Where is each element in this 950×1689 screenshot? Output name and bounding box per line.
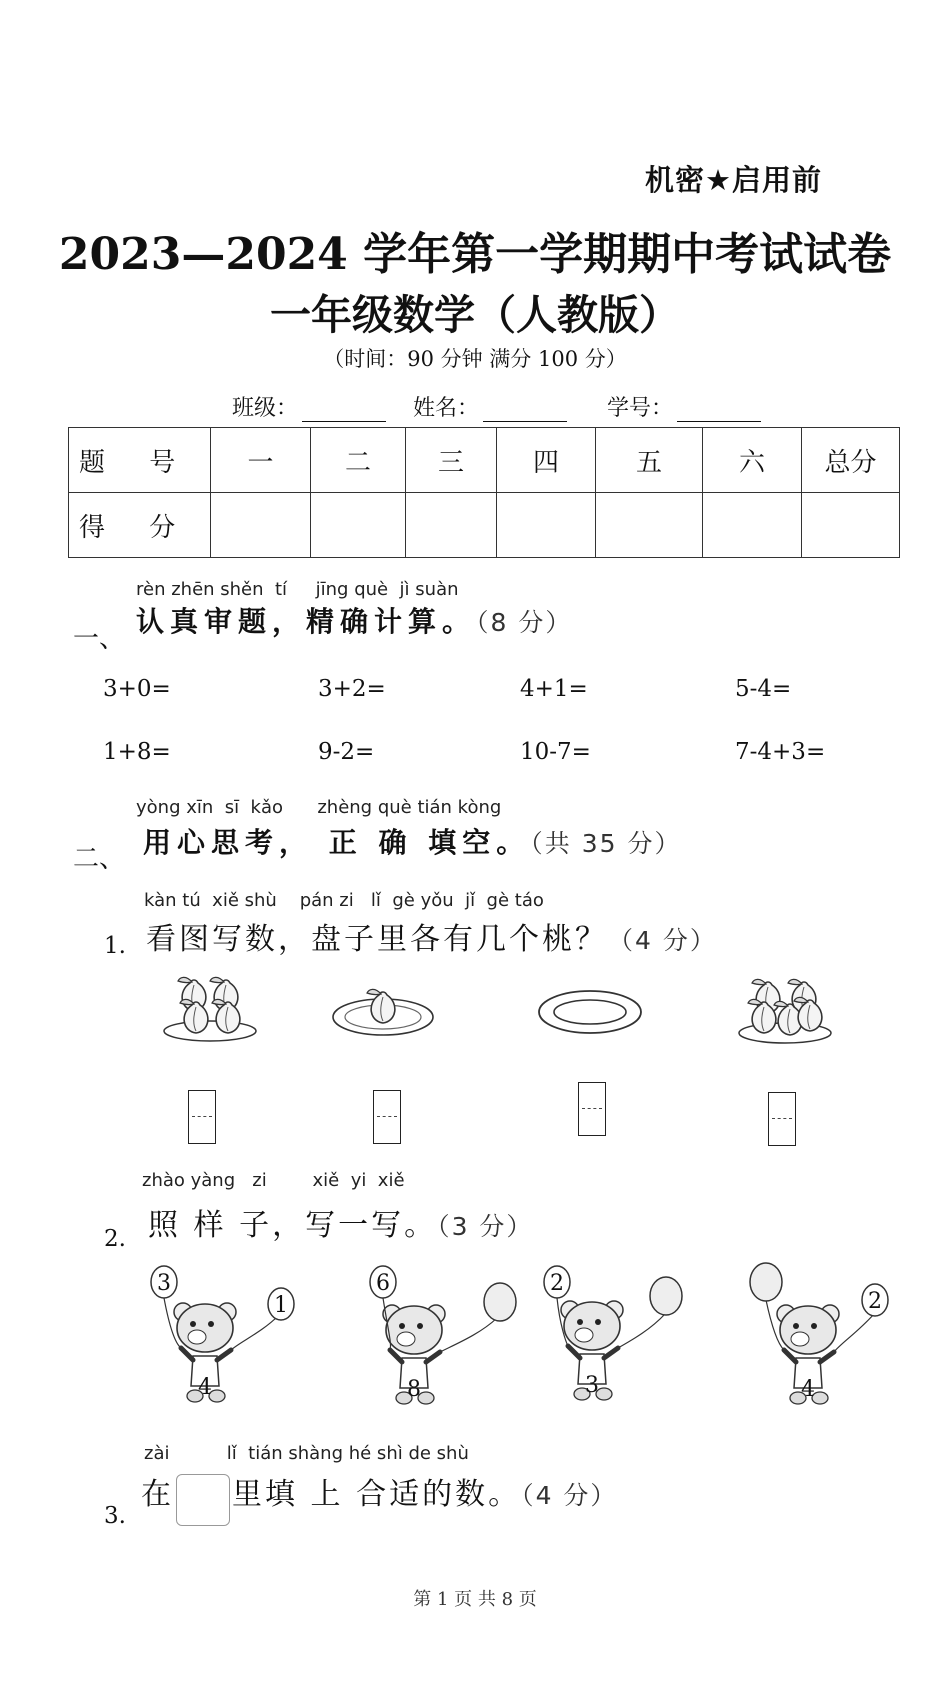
time-info: （时间：90 分钟 满分 100 分） (323, 347, 627, 371)
table-cell: 六 (703, 428, 802, 493)
calc-item: 10-7= (520, 739, 591, 765)
page-footer: 第 1 页 共 8 页 (413, 1589, 537, 1610)
bears-illustration (0, 1270, 950, 1430)
score-cell[interactable] (311, 493, 406, 558)
score-cell[interactable] (802, 493, 900, 558)
calc-item: 9-2= (318, 739, 375, 765)
score-table-score-row (69, 493, 900, 558)
peach-icon (164, 977, 256, 1041)
q2-text: 照 样 子，写一写。 (148, 1208, 438, 1243)
calc-item: 3+0= (103, 676, 171, 702)
section1-score: （8 分） (476, 608, 573, 637)
q1-number: 1. (104, 933, 126, 959)
q1-text: 看图写数，盘子里各有几个桃？ (146, 922, 608, 957)
q3-text-before: 在 (141, 1477, 174, 1512)
balloon-number: 1 (274, 1293, 288, 1318)
score-cell[interactable] (406, 493, 497, 558)
exam-subtitle: 一年级数学（人教版） (270, 291, 680, 339)
q3-number: 3. (104, 1503, 126, 1529)
name-blank[interactable] (483, 399, 567, 422)
section2-number: 二、 (73, 844, 126, 874)
table-cell: 得 分 (69, 493, 211, 558)
q3-heading (141, 1469, 617, 1526)
section2-title: 用心思考， 正 确 填空。 (143, 826, 531, 859)
bear-with-balloons-icon (370, 1266, 516, 1404)
section1-pinyin: rèn zhēn shěn tí jīng què jì suàn (136, 579, 459, 600)
q1-pinyin: kàn tú xiě shù pán zi lǐ gè yǒu jǐ gè táo (144, 890, 544, 911)
exam-title: 2023—2024 学年第一学期期中考试试卷 (58, 229, 892, 280)
bear-number: 3 (585, 1373, 599, 1398)
section1-title: 认真审题，精确计算。 (136, 605, 477, 638)
table-cell: 三 (406, 428, 497, 493)
score-table (68, 427, 900, 558)
bear-with-balloons-icon (151, 1266, 294, 1402)
answer-box[interactable] (188, 1090, 216, 1144)
bear-number: 4 (198, 1375, 212, 1400)
class-blank[interactable] (302, 399, 386, 422)
table-cell: 总分 (802, 428, 900, 493)
table-cell: 四 (497, 428, 596, 493)
name-field (413, 391, 567, 422)
class-label: 班级： (232, 396, 299, 421)
q3-pinyin: zài lǐ tián shàng hé shì de shù (144, 1443, 469, 1464)
bear-number: 4 (801, 1377, 815, 1402)
class-field (232, 391, 386, 422)
section2-score: （共 35 分） (530, 829, 682, 858)
section1-heading (136, 600, 572, 640)
answer-box[interactable] (373, 1090, 401, 1144)
bear-number: 8 (407, 1377, 421, 1402)
peach-icon (739, 979, 831, 1043)
q2-pinyin: zhào yàng zi xiě yi xiě (142, 1170, 405, 1191)
calc-item: 7-4+3= (735, 739, 826, 765)
table-cell: 题 号 (69, 428, 211, 493)
table-cell: 一 (211, 428, 311, 493)
balloon-number: 2 (550, 1271, 564, 1296)
table-cell: 二 (311, 428, 406, 493)
q2-score: （3 分） (437, 1212, 534, 1241)
q3-sample-box (176, 1474, 230, 1526)
score-table-header-row (69, 428, 900, 493)
confidential-label: 机密★启用前 (645, 163, 822, 197)
peach-plates-illustration (0, 975, 950, 1055)
balloon-number: 2 (868, 1289, 882, 1314)
q3-score: （4 分） (521, 1481, 618, 1510)
calc-item: 4+1= (520, 676, 588, 702)
calc-item: 5-4= (735, 676, 792, 702)
balloon-number: 6 (376, 1271, 390, 1296)
q2-number: 2. (104, 1226, 126, 1252)
q3-text-after: 里填 上 合适的数。 (232, 1477, 522, 1512)
balloon-number: 3 (157, 1271, 171, 1296)
score-cell[interactable] (703, 493, 802, 558)
name-label: 姓名： (413, 396, 480, 421)
score-cell[interactable] (497, 493, 596, 558)
q1-heading (146, 914, 717, 958)
section1-number: 一、 (73, 624, 126, 654)
answer-box[interactable] (768, 1092, 796, 1146)
bear-with-balloons-icon (544, 1266, 682, 1400)
plate-icon (333, 989, 433, 1035)
plate-icon (539, 991, 641, 1033)
section2-heading (143, 821, 681, 861)
q2-heading (148, 1200, 533, 1244)
score-cell[interactable] (596, 493, 703, 558)
q1-score: （4 分） (608, 926, 717, 955)
id-label: 学号： (607, 396, 674, 421)
calc-item: 3+2= (318, 676, 386, 702)
score-cell[interactable] (211, 493, 311, 558)
id-blank[interactable] (677, 399, 761, 422)
calc-item: 1+8= (103, 739, 171, 765)
section2-pinyin: yòng xīn sī kǎo zhèng què tián kòng (136, 797, 502, 818)
answer-box[interactable] (578, 1082, 606, 1136)
id-field (607, 391, 761, 422)
table-cell: 五 (596, 428, 703, 493)
bear-with-balloons-icon (750, 1263, 888, 1404)
